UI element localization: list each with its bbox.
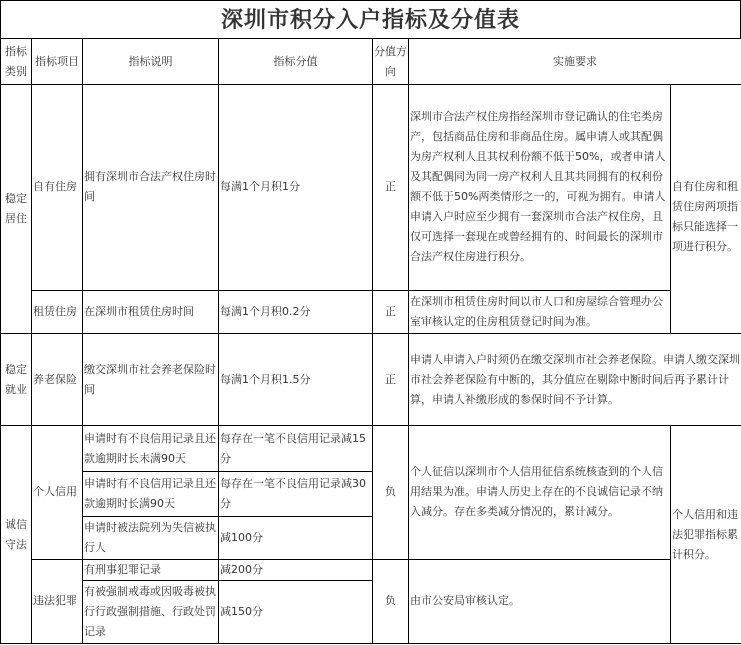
title-bar	[0, 0, 741, 39]
header-item: 指标项目	[32, 39, 83, 85]
requirement-crime: 由市公安局审核认定。	[409, 559, 671, 643]
requirement-own-housing: 深圳市合法产权住房指经深圳市登记确认的住宅类房产，包括商品住房和非商品住房。属申请人或其配偶为房产权利人且其权利份额不低于50%，或者申请人及其配偶同为同一房产权利人且其共同拥有的权利份额不低于50%两类情形之一的，可视为拥有。申请人申请入户时应至少拥有一套深圳市合法产权住房，且仅可选择一套现在或曾经拥有的、时间最长的深圳市合法产权住房进行积分。	[409, 85, 671, 290]
page-title: 深圳市积分入户指标及分值表	[220, 7, 520, 33]
description-own-housing: 拥有深圳市合法产权住房时间	[83, 85, 219, 290]
category-employment: 稳定就业	[1, 333, 32, 425]
note-integrity: 个人信用和违法犯罪指标累计积分。	[671, 426, 741, 644]
header-requirement: 实施要求	[409, 39, 741, 85]
description-rent-housing: 在深圳市租赁住房时间	[83, 290, 219, 333]
header-description: 指标说明	[83, 39, 219, 85]
category-integrity: 诚信守法	[1, 426, 32, 644]
score-pension: 每满1个月积1.5分	[219, 333, 373, 425]
note-housing: 自有住房和租赁住房两项指标只能选择一项进行积分。	[671, 85, 741, 334]
category-housing: 稳定居住	[1, 85, 32, 334]
table-row	[1, 426, 741, 472]
header-score: 指标分值	[219, 39, 373, 85]
description-credit-1: 申请时有不良信用记录且还款逾期时长未满90天	[83, 426, 219, 472]
description-pension: 缴交深圳市社会养老保险时间	[83, 333, 219, 425]
header-category: 指标类别	[1, 39, 32, 85]
score-credit-1: 每存在一笔不良信用记录减15分	[219, 426, 373, 472]
score-credit-2: 每存在一笔不良信用记录减30分	[219, 472, 373, 516]
score-table	[0, 38, 741, 644]
score-rent-housing: 每满1个月积0.2分	[219, 290, 373, 333]
requirement-rent-housing: 在深圳市租赁住房时间以市人口和房屋综合管理办公室审核认定的住房租赁登记时间为准。	[409, 290, 671, 333]
score-own-housing: 每满1个月积1分	[219, 85, 373, 290]
description-crime-1: 有刑事犯罪记录	[83, 559, 219, 581]
item-crime: 违法犯罪	[32, 559, 83, 643]
table-row	[1, 559, 741, 581]
description-credit-2: 申请时有不良信用记录且还款逾期时长满90天	[83, 472, 219, 516]
direction-credit: 负	[373, 426, 409, 560]
score-crime-1: 减200分	[219, 559, 373, 581]
direction-pension: 正	[373, 333, 409, 425]
requirement-credit: 个人征信以深圳市个人信用征信系统核查到的个人信用结果为准。申请人历史上存在的不良诚信记录不纳入减分。存在多类减分情况的，累计减分。	[409, 426, 671, 560]
item-pension: 养老保险	[32, 333, 83, 425]
header-row	[1, 39, 741, 85]
header-direction: 分值方向	[373, 39, 409, 85]
description-credit-3: 申请时被法院列为失信被执行人	[83, 516, 219, 559]
description-crime-2: 有被强制戒毒或因吸毒被执行行政强制措施、行政处罚记录	[83, 581, 219, 644]
item-own-housing: 自有住房	[32, 85, 83, 290]
requirement-pension: 申请人申请入户时须仍在缴交深圳市社会养老保险。申请人缴交深圳市社会养老保险有中断的，其分值应在剔除中断时间后再予累计计算，申请人补缴形成的参保时间不予计算。	[409, 333, 741, 425]
table-row	[1, 333, 741, 425]
direction-crime: 负	[373, 559, 409, 643]
item-rent-housing: 租赁住房	[32, 290, 83, 333]
score-crime-2: 减150分	[219, 581, 373, 644]
score-credit-3: 减100分	[219, 516, 373, 559]
item-credit: 个人信用	[32, 426, 83, 560]
direction-rent-housing: 正	[373, 290, 409, 333]
direction-own-housing: 正	[373, 85, 409, 290]
table-row	[1, 290, 741, 333]
table-row	[1, 85, 741, 290]
